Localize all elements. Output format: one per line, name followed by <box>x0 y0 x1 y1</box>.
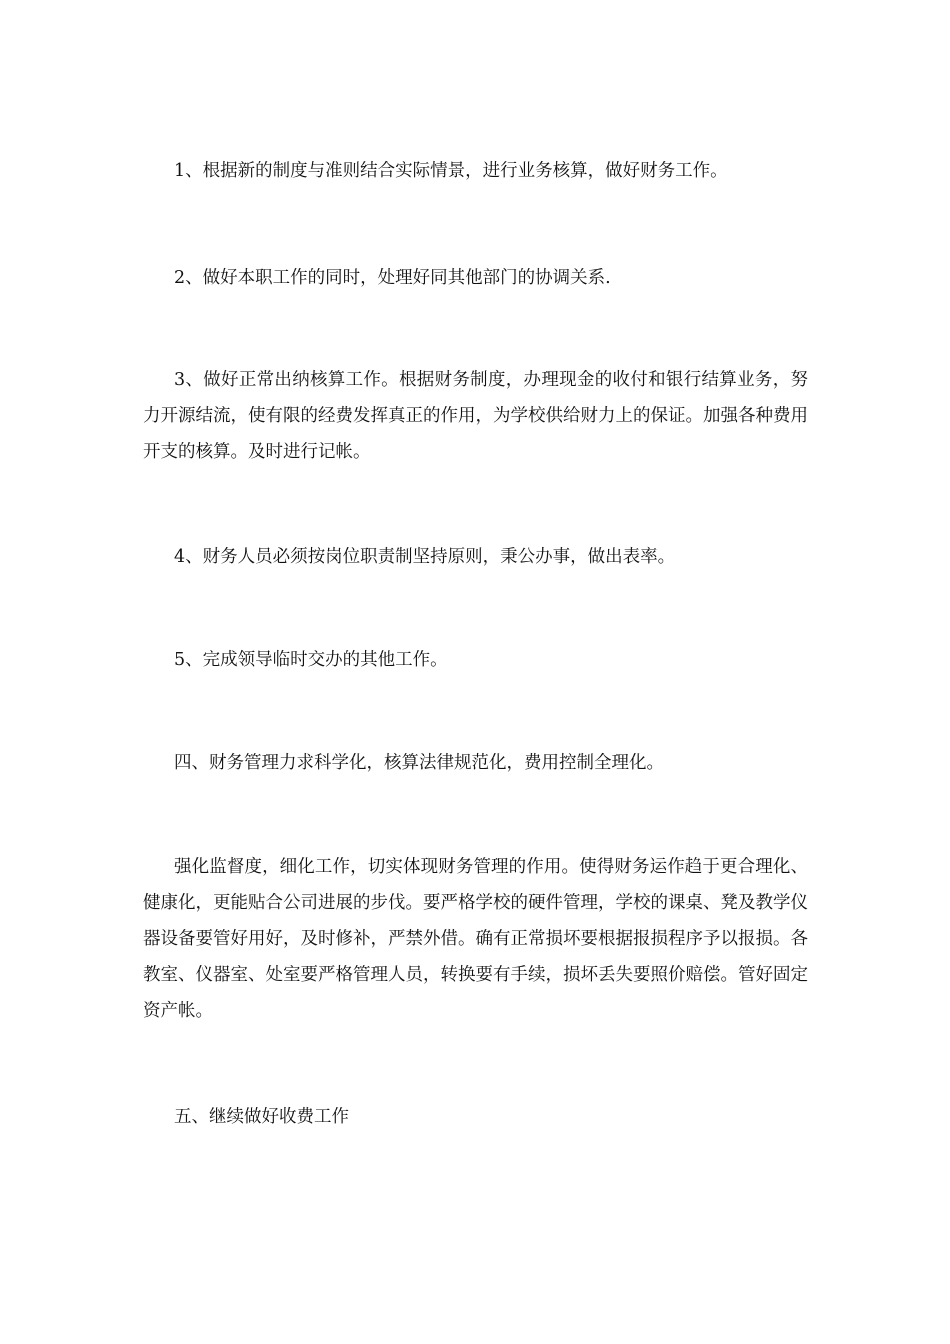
paragraph-body: 强化监督度，细化工作，切实体现财务管理的作用。使得财务运作趋于更合理化、健康化，更能贴合公司进展的步伐。要严格学校的硬件管理，学校的课桌、凳及教学仪器设备要管好用好，及时修补，严禁外借。确有正常损坏要根据报损程序予以报损。各教室、仪器室、处室要严格管理人员，转换要有手续，损坏丢失要照价赔偿。管好固定资产帐。 <box>143 857 808 1021</box>
section-heading-5: 五、继续做好收费工作 <box>174 1107 349 1127</box>
paragraph-item-3: 3、做好正常出纳核算工作。根据财务制度，办理现金的收付和银行结算业务，努力开源结流，使有限的经费发挥真正的作用，为学校供给财力上的保证。加强各种费用开支的核算。及时进行记帐。 <box>143 370 808 462</box>
paragraph-item-4: 4、财务人员必须按岗位职责制坚持原则，秉公办事，做出表率。 <box>174 547 676 567</box>
paragraph-item-1: 1、根据新的制度与准则结合实际情景，进行业务核算，做好财务工作。 <box>174 161 728 181</box>
section-heading-4: 四、财务管理力求科学化，核算法律规范化，费用控制全理化。 <box>174 753 664 773</box>
paragraph-item-5: 5、完成领导临时交办的其他工作。 <box>174 650 448 670</box>
paragraph-item-2: 2、做好本职工作的同时，处理好同其他部门的协调关系. <box>174 268 611 288</box>
